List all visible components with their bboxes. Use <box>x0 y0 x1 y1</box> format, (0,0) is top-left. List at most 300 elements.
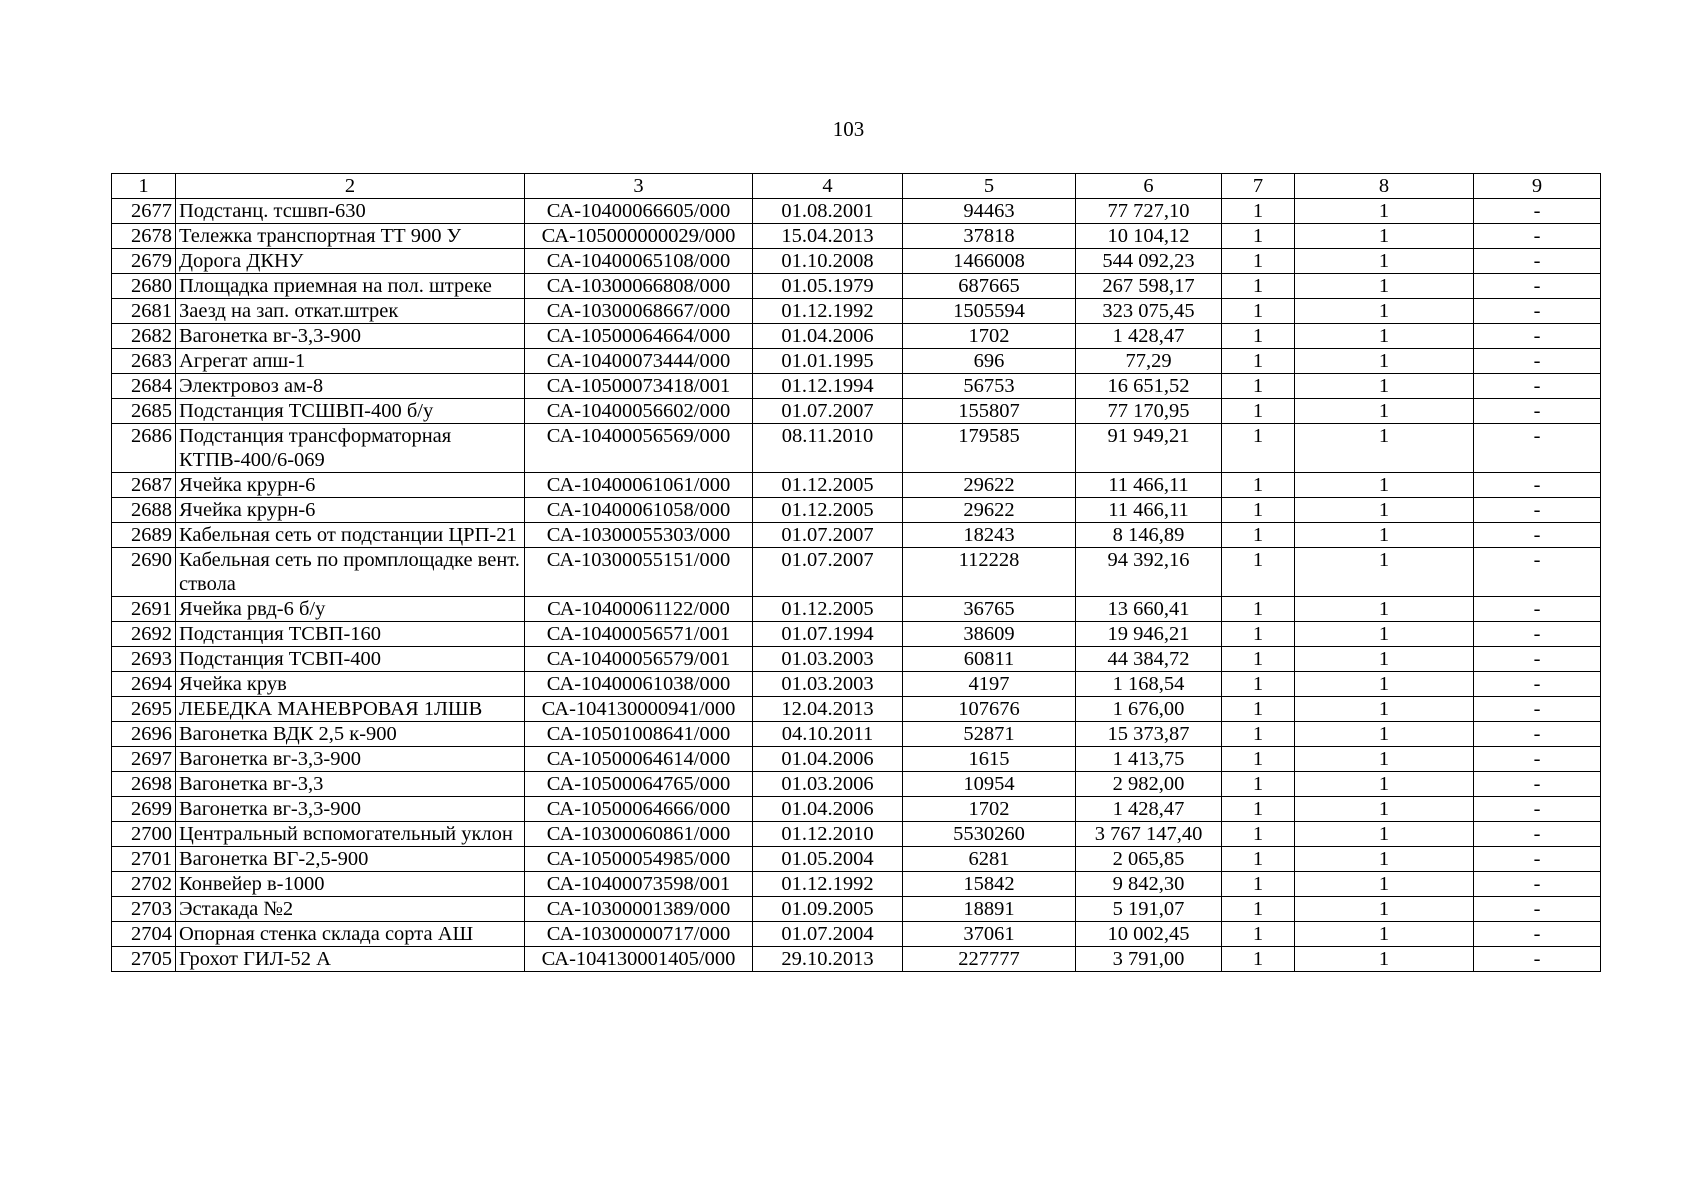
inventory-code-cell: СА-10500064614/000 <box>525 747 753 772</box>
note-cell: - <box>1474 772 1601 797</box>
inventory-code-cell: СА-10501008641/000 <box>525 722 753 747</box>
asset-name-cell: Подстанция ТСШВП-400 б/у <box>176 399 525 424</box>
count-cell: 1 <box>1295 399 1474 424</box>
table-row <box>112 498 1601 523</box>
date-cell: 01.12.1994 <box>753 374 903 399</box>
residual-value-cell: 10 104,12 <box>1076 224 1222 249</box>
table-row <box>112 697 1601 722</box>
inventory-code-cell: СА-10300055303/000 <box>525 523 753 548</box>
asset-register-table <box>111 173 1601 972</box>
row-number-cell: 2701 <box>112 847 176 872</box>
initial-cost-cell: 1505594 <box>903 299 1076 324</box>
inventory-code-cell: СА-10500064664/000 <box>525 324 753 349</box>
asset-name-cell: Эстакада №2 <box>176 897 525 922</box>
table-row <box>112 822 1601 847</box>
table-row <box>112 299 1601 324</box>
inventory-code-cell: СА-10300068667/000 <box>525 299 753 324</box>
table-row <box>112 324 1601 349</box>
quantity-cell: 1 <box>1222 947 1295 972</box>
table-row <box>112 349 1601 374</box>
row-number-cell: 2704 <box>112 922 176 947</box>
initial-cost-cell: 18891 <box>903 897 1076 922</box>
row-number-cell: 2681 <box>112 299 176 324</box>
residual-value-cell: 11 466,11 <box>1076 498 1222 523</box>
table-row <box>112 374 1601 399</box>
count-cell: 1 <box>1295 697 1474 722</box>
date-cell: 01.07.2007 <box>753 523 903 548</box>
table-row <box>112 847 1601 872</box>
note-cell: - <box>1474 722 1601 747</box>
table-row <box>112 647 1601 672</box>
residual-value-cell: 3 767 147,40 <box>1076 822 1222 847</box>
row-number-cell: 2703 <box>112 897 176 922</box>
residual-value-cell: 8 146,89 <box>1076 523 1222 548</box>
quantity-cell: 1 <box>1222 822 1295 847</box>
quantity-cell: 1 <box>1222 672 1295 697</box>
date-cell: 01.12.1992 <box>753 299 903 324</box>
initial-cost-cell: 5530260 <box>903 822 1076 847</box>
quantity-cell: 1 <box>1222 249 1295 274</box>
column-header-4: 4 <box>753 174 903 199</box>
quantity-cell: 1 <box>1222 847 1295 872</box>
date-cell: 01.03.2003 <box>753 672 903 697</box>
asset-name-cell: Площадка приемная на пол. штреке <box>176 274 525 299</box>
quantity-cell: 1 <box>1222 399 1295 424</box>
column-header-3: 3 <box>525 174 753 199</box>
date-cell: 01.09.2005 <box>753 897 903 922</box>
quantity-cell: 1 <box>1222 922 1295 947</box>
asset-name-cell: Вагонетка вг-3,3 <box>176 772 525 797</box>
asset-name-cell: Ячейка крурн-6 <box>176 473 525 498</box>
asset-name-cell: Кабельная сеть по промплощадке вент. ствола <box>176 548 525 597</box>
inventory-code-cell: СА-10400066605/000 <box>525 199 753 224</box>
inventory-code-cell: СА-10300001389/000 <box>525 897 753 922</box>
inventory-code-cell: СА-10400061038/000 <box>525 672 753 697</box>
page-number: 103 <box>832 117 865 141</box>
row-number-cell: 2702 <box>112 872 176 897</box>
date-cell: 01.12.2005 <box>753 597 903 622</box>
inventory-code-cell: СА-10400056602/000 <box>525 399 753 424</box>
note-cell: - <box>1474 523 1601 548</box>
inventory-code-cell: СА-10300066808/000 <box>525 274 753 299</box>
asset-name-cell: Кабельная сеть от подстанции ЦРП-21 <box>176 523 525 548</box>
residual-value-cell: 2 065,85 <box>1076 847 1222 872</box>
count-cell: 1 <box>1295 548 1474 597</box>
quantity-cell: 1 <box>1222 374 1295 399</box>
count-cell: 1 <box>1295 374 1474 399</box>
initial-cost-cell: 687665 <box>903 274 1076 299</box>
inventory-code-cell: СА-10400056569/000 <box>525 424 753 473</box>
note-cell: - <box>1474 947 1601 972</box>
date-cell: 04.10.2011 <box>753 722 903 747</box>
initial-cost-cell: 38609 <box>903 622 1076 647</box>
date-cell: 01.08.2001 <box>753 199 903 224</box>
initial-cost-cell: 29622 <box>903 498 1076 523</box>
residual-value-cell: 544 092,23 <box>1076 249 1222 274</box>
date-cell: 01.01.1995 <box>753 349 903 374</box>
row-number-cell: 2695 <box>112 697 176 722</box>
initial-cost-cell: 6281 <box>903 847 1076 872</box>
table-row <box>112 797 1601 822</box>
asset-name-cell: Подстанция ТСВП-400 <box>176 647 525 672</box>
count-cell: 1 <box>1295 224 1474 249</box>
count-cell: 1 <box>1295 872 1474 897</box>
count-cell: 1 <box>1295 822 1474 847</box>
quantity-cell: 1 <box>1222 424 1295 473</box>
note-cell: - <box>1474 597 1601 622</box>
note-cell: - <box>1474 199 1601 224</box>
column-header-6: 6 <box>1076 174 1222 199</box>
table-row <box>112 922 1601 947</box>
count-cell: 1 <box>1295 199 1474 224</box>
column-header-5: 5 <box>903 174 1076 199</box>
table-row <box>112 424 1601 473</box>
row-number-cell: 2699 <box>112 797 176 822</box>
initial-cost-cell: 36765 <box>903 597 1076 622</box>
date-cell: 01.03.2003 <box>753 647 903 672</box>
inventory-code-cell: СА-10400061058/000 <box>525 498 753 523</box>
residual-value-cell: 1 168,54 <box>1076 672 1222 697</box>
table-row <box>112 872 1601 897</box>
table-row <box>112 947 1601 972</box>
inventory-code-cell: СА-10300055151/000 <box>525 548 753 597</box>
row-number-cell: 2693 <box>112 647 176 672</box>
count-cell: 1 <box>1295 523 1474 548</box>
quantity-cell: 1 <box>1222 473 1295 498</box>
date-cell: 01.07.2007 <box>753 548 903 597</box>
initial-cost-cell: 15842 <box>903 872 1076 897</box>
initial-cost-cell: 1615 <box>903 747 1076 772</box>
residual-value-cell: 1 428,47 <box>1076 324 1222 349</box>
date-cell: 01.07.2004 <box>753 922 903 947</box>
initial-cost-cell: 696 <box>903 349 1076 374</box>
residual-value-cell: 94 392,16 <box>1076 548 1222 597</box>
asset-name-cell: Электровоз ам-8 <box>176 374 525 399</box>
asset-name-cell: Вагонетка ВДК 2,5 к-900 <box>176 722 525 747</box>
quantity-cell: 1 <box>1222 523 1295 548</box>
note-cell: - <box>1474 324 1601 349</box>
count-cell: 1 <box>1295 847 1474 872</box>
note-cell: - <box>1474 498 1601 523</box>
residual-value-cell: 11 466,11 <box>1076 473 1222 498</box>
asset-name-cell: Вагонетка вг-3,3-900 <box>176 324 525 349</box>
inventory-code-cell: СА-10400061061/000 <box>525 473 753 498</box>
initial-cost-cell: 56753 <box>903 374 1076 399</box>
column-header-2: 2 <box>176 174 525 199</box>
note-cell: - <box>1474 249 1601 274</box>
initial-cost-cell: 52871 <box>903 722 1076 747</box>
row-number-cell: 2705 <box>112 947 176 972</box>
row-number-cell: 2687 <box>112 473 176 498</box>
note-cell: - <box>1474 374 1601 399</box>
row-number-cell: 2689 <box>112 523 176 548</box>
note-cell: - <box>1474 299 1601 324</box>
row-number-cell: 2698 <box>112 772 176 797</box>
asset-name-cell: Ячейка крурн-6 <box>176 498 525 523</box>
residual-value-cell: 13 660,41 <box>1076 597 1222 622</box>
count-cell: 1 <box>1295 424 1474 473</box>
asset-name-cell: Вагонетка ВГ-2,5-900 <box>176 847 525 872</box>
note-cell: - <box>1474 274 1601 299</box>
row-number-cell: 2680 <box>112 274 176 299</box>
column-header-8: 8 <box>1295 174 1474 199</box>
table-row <box>112 523 1601 548</box>
quantity-cell: 1 <box>1222 597 1295 622</box>
initial-cost-cell: 227777 <box>903 947 1076 972</box>
date-cell: 01.04.2006 <box>753 797 903 822</box>
date-cell: 01.12.2005 <box>753 498 903 523</box>
note-cell: - <box>1474 847 1601 872</box>
date-cell: 01.05.2004 <box>753 847 903 872</box>
asset-name-cell: Конвейер в-1000 <box>176 872 525 897</box>
residual-value-cell: 44 384,72 <box>1076 647 1222 672</box>
note-cell: - <box>1474 747 1601 772</box>
residual-value-cell: 91 949,21 <box>1076 424 1222 473</box>
asset-name-cell: Вагонетка вг-3,3-900 <box>176 747 525 772</box>
asset-name-cell: Дорога ДКНУ <box>176 249 525 274</box>
quantity-cell: 1 <box>1222 324 1295 349</box>
date-cell: 01.12.1992 <box>753 872 903 897</box>
table-row <box>112 548 1601 597</box>
table-row <box>112 473 1601 498</box>
initial-cost-cell: 179585 <box>903 424 1076 473</box>
asset-name-cell: Заезд на зап. откат.штрек <box>176 299 525 324</box>
residual-value-cell: 5 191,07 <box>1076 897 1222 922</box>
asset-name-cell: Подстанция трансформаторная КТПВ-400/6-069 <box>176 424 525 473</box>
count-cell: 1 <box>1295 622 1474 647</box>
count-cell: 1 <box>1295 772 1474 797</box>
quantity-cell: 1 <box>1222 872 1295 897</box>
date-cell: 01.04.2006 <box>753 747 903 772</box>
initial-cost-cell: 10954 <box>903 772 1076 797</box>
asset-name-cell: Агрегат апш-1 <box>176 349 525 374</box>
table-row <box>112 249 1601 274</box>
asset-name-cell: Опорная стенка склада сорта АШ <box>176 922 525 947</box>
note-cell: - <box>1474 872 1601 897</box>
date-cell: 29.10.2013 <box>753 947 903 972</box>
quantity-cell: 1 <box>1222 772 1295 797</box>
date-cell: 01.04.2006 <box>753 324 903 349</box>
table-body <box>112 199 1601 972</box>
asset-name-cell: Грохот ГИЛ-52 А <box>176 947 525 972</box>
quantity-cell: 1 <box>1222 897 1295 922</box>
row-number-cell: 2696 <box>112 722 176 747</box>
row-number-cell: 2679 <box>112 249 176 274</box>
residual-value-cell: 3 791,00 <box>1076 947 1222 972</box>
table-row <box>112 722 1601 747</box>
inventory-code-cell: СА-105000000029/000 <box>525 224 753 249</box>
date-cell: 01.03.2006 <box>753 772 903 797</box>
note-cell: - <box>1474 822 1601 847</box>
residual-value-cell: 77,29 <box>1076 349 1222 374</box>
column-header-1: 1 <box>112 174 176 199</box>
count-cell: 1 <box>1295 897 1474 922</box>
note-cell: - <box>1474 424 1601 473</box>
note-cell: - <box>1474 622 1601 647</box>
count-cell: 1 <box>1295 947 1474 972</box>
table-row <box>112 897 1601 922</box>
quantity-cell: 1 <box>1222 274 1295 299</box>
asset-name-cell: ЛЕБЕДКА МАНЕВРОВАЯ 1ЛШВ <box>176 697 525 722</box>
initial-cost-cell: 94463 <box>903 199 1076 224</box>
row-number-cell: 2678 <box>112 224 176 249</box>
count-cell: 1 <box>1295 498 1474 523</box>
asset-name-cell: Тележка транспортная ТТ 900 У <box>176 224 525 249</box>
residual-value-cell: 267 598,17 <box>1076 274 1222 299</box>
asset-name-cell: Вагонетка вг-3,3-900 <box>176 797 525 822</box>
count-cell: 1 <box>1295 349 1474 374</box>
row-number-cell: 2692 <box>112 622 176 647</box>
residual-value-cell: 19 946,21 <box>1076 622 1222 647</box>
note-cell: - <box>1474 922 1601 947</box>
residual-value-cell: 2 982,00 <box>1076 772 1222 797</box>
date-cell: 08.11.2010 <box>753 424 903 473</box>
count-cell: 1 <box>1295 324 1474 349</box>
count-cell: 1 <box>1295 747 1474 772</box>
date-cell: 01.12.2005 <box>753 473 903 498</box>
count-cell: 1 <box>1295 473 1474 498</box>
quantity-cell: 1 <box>1222 349 1295 374</box>
row-number-cell: 2694 <box>112 672 176 697</box>
table-row <box>112 274 1601 299</box>
initial-cost-cell: 155807 <box>903 399 1076 424</box>
inventory-code-cell: СА-10500073418/001 <box>525 374 753 399</box>
residual-value-cell: 77 727,10 <box>1076 199 1222 224</box>
quantity-cell: 1 <box>1222 797 1295 822</box>
initial-cost-cell: 37818 <box>903 224 1076 249</box>
count-cell: 1 <box>1295 672 1474 697</box>
row-number-cell: 2684 <box>112 374 176 399</box>
note-cell: - <box>1474 672 1601 697</box>
inventory-code-cell: СА-10500064666/000 <box>525 797 753 822</box>
note-cell: - <box>1474 399 1601 424</box>
asset-name-cell: Подстанция ТСВП-160 <box>176 622 525 647</box>
residual-value-cell: 1 676,00 <box>1076 697 1222 722</box>
column-header-7: 7 <box>1222 174 1295 199</box>
initial-cost-cell: 1702 <box>903 797 1076 822</box>
column-header-9: 9 <box>1474 174 1601 199</box>
inventory-code-cell: СА-104130000941/000 <box>525 697 753 722</box>
quantity-cell: 1 <box>1222 548 1295 597</box>
initial-cost-cell: 4197 <box>903 672 1076 697</box>
quantity-cell: 1 <box>1222 199 1295 224</box>
residual-value-cell: 1 413,75 <box>1076 747 1222 772</box>
quantity-cell: 1 <box>1222 622 1295 647</box>
row-number-cell: 2700 <box>112 822 176 847</box>
row-number-cell: 2688 <box>112 498 176 523</box>
count-cell: 1 <box>1295 647 1474 672</box>
inventory-code-cell: СА-10400056571/001 <box>525 622 753 647</box>
note-cell: - <box>1474 224 1601 249</box>
asset-name-cell: Ячейка рвд-6 б/у <box>176 597 525 622</box>
date-cell: 01.07.1994 <box>753 622 903 647</box>
residual-value-cell: 9 842,30 <box>1076 872 1222 897</box>
table-row <box>112 224 1601 249</box>
residual-value-cell: 323 075,45 <box>1076 299 1222 324</box>
table-row <box>112 747 1601 772</box>
inventory-code-cell: СА-10400061122/000 <box>525 597 753 622</box>
inventory-code-cell: СА-10400073444/000 <box>525 349 753 374</box>
date-cell: 12.04.2013 <box>753 697 903 722</box>
inventory-code-cell: СА-10400073598/001 <box>525 872 753 897</box>
date-cell: 01.07.2007 <box>753 399 903 424</box>
count-cell: 1 <box>1295 597 1474 622</box>
quantity-cell: 1 <box>1222 224 1295 249</box>
initial-cost-cell: 1702 <box>903 324 1076 349</box>
inventory-code-cell: СА-10400056579/001 <box>525 647 753 672</box>
row-number-cell: 2691 <box>112 597 176 622</box>
row-number-cell: 2686 <box>112 424 176 473</box>
row-number-cell: 2685 <box>112 399 176 424</box>
row-number-cell: 2690 <box>112 548 176 597</box>
inventory-code-cell: СА-104130001405/000 <box>525 947 753 972</box>
table-row <box>112 622 1601 647</box>
residual-value-cell: 15 373,87 <box>1076 722 1222 747</box>
inventory-code-cell: СА-10500054985/000 <box>525 847 753 872</box>
count-cell: 1 <box>1295 797 1474 822</box>
residual-value-cell: 16 651,52 <box>1076 374 1222 399</box>
initial-cost-cell: 107676 <box>903 697 1076 722</box>
quantity-cell: 1 <box>1222 498 1295 523</box>
date-cell: 01.12.2010 <box>753 822 903 847</box>
date-cell: 01.05.1979 <box>753 274 903 299</box>
inventory-code-cell: СА-10300000717/000 <box>525 922 753 947</box>
inventory-code-cell: СА-10300060861/000 <box>525 822 753 847</box>
residual-value-cell: 10 002,45 <box>1076 922 1222 947</box>
quantity-cell: 1 <box>1222 747 1295 772</box>
quantity-cell: 1 <box>1222 647 1295 672</box>
residual-value-cell: 77 170,95 <box>1076 399 1222 424</box>
asset-name-cell: Подстанц. тсшвп-630 <box>176 199 525 224</box>
note-cell: - <box>1474 647 1601 672</box>
table-header-row <box>112 174 1601 199</box>
table-row <box>112 597 1601 622</box>
initial-cost-cell: 112228 <box>903 548 1076 597</box>
residual-value-cell: 1 428,47 <box>1076 797 1222 822</box>
row-number-cell: 2682 <box>112 324 176 349</box>
inventory-code-cell: СА-10500064765/000 <box>525 772 753 797</box>
count-cell: 1 <box>1295 922 1474 947</box>
count-cell: 1 <box>1295 249 1474 274</box>
row-number-cell: 2683 <box>112 349 176 374</box>
initial-cost-cell: 37061 <box>903 922 1076 947</box>
date-cell: 01.10.2008 <box>753 249 903 274</box>
note-cell: - <box>1474 897 1601 922</box>
row-number-cell: 2697 <box>112 747 176 772</box>
table-row <box>112 199 1601 224</box>
note-cell: - <box>1474 473 1601 498</box>
inventory-code-cell: СА-10400065108/000 <box>525 249 753 274</box>
initial-cost-cell: 18243 <box>903 523 1076 548</box>
table-row <box>112 399 1601 424</box>
note-cell: - <box>1474 697 1601 722</box>
quantity-cell: 1 <box>1222 299 1295 324</box>
table-row <box>112 772 1601 797</box>
count-cell: 1 <box>1295 274 1474 299</box>
asset-name-cell: Центральный вспомогательный уклон <box>176 822 525 847</box>
row-number-cell: 2677 <box>112 199 176 224</box>
count-cell: 1 <box>1295 299 1474 324</box>
quantity-cell: 1 <box>1222 697 1295 722</box>
initial-cost-cell: 29622 <box>903 473 1076 498</box>
note-cell: - <box>1474 349 1601 374</box>
quantity-cell: 1 <box>1222 722 1295 747</box>
initial-cost-cell: 1466008 <box>903 249 1076 274</box>
count-cell: 1 <box>1295 722 1474 747</box>
table-row <box>112 672 1601 697</box>
initial-cost-cell: 60811 <box>903 647 1076 672</box>
asset-name-cell: Ячейка крув <box>176 672 525 697</box>
